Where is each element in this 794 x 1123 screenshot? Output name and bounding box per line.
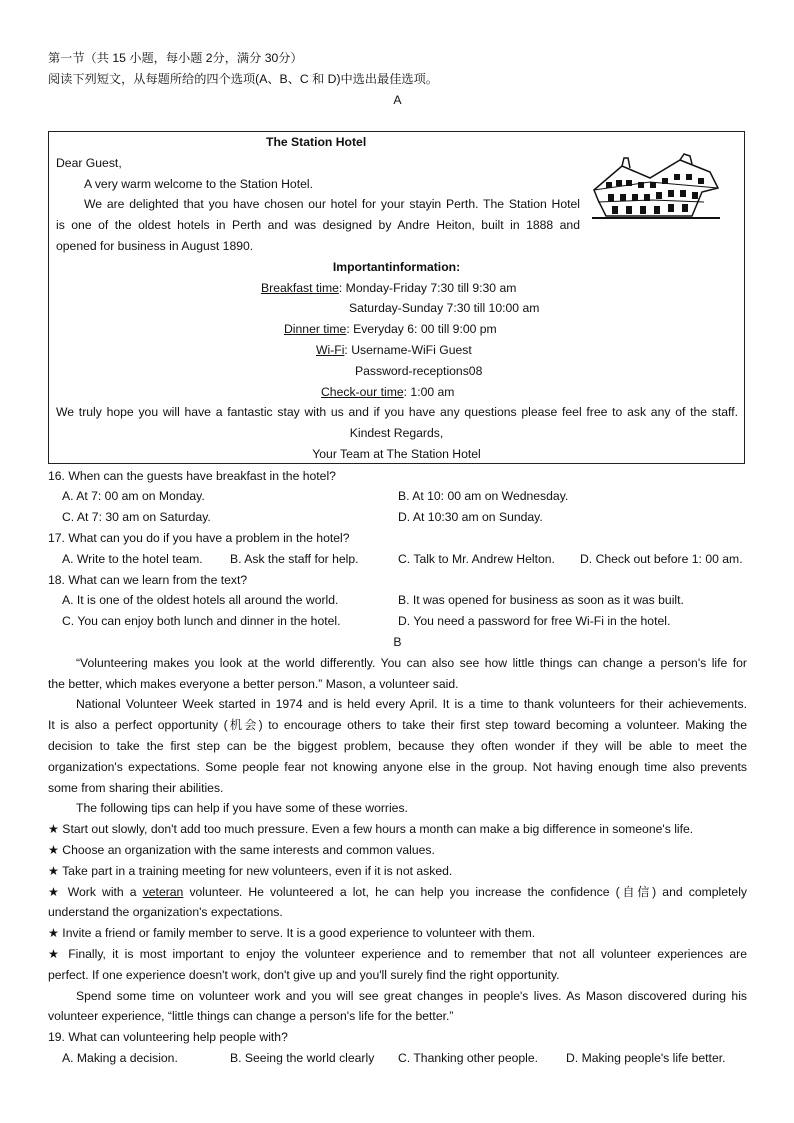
info-heading: Importantinformation: — [332, 260, 461, 274]
letter-intro-line-1: We are delighted that you have chosen our hotel for your stayin Perth. The Station Hotel — [84, 197, 580, 211]
q19-option-d: D. Making people's life better. — [566, 1051, 726, 1065]
q17-option-a: A. Write to the hotel team. — [62, 552, 203, 566]
wifi-row — [316, 342, 472, 358]
passage-b-label: B — [393, 635, 402, 649]
tip-4-prefix: ★ Work with a — [48, 885, 143, 899]
wifi-label: Wi-Fi — [316, 343, 345, 357]
hotel-building-image — [592, 152, 720, 222]
question-16-stem: 16. When can the guests have breakfast in the hotel? — [48, 469, 336, 483]
q17-option-d: D. Check out before 1: 00 am. — [580, 552, 743, 566]
passage-b-p3: The following tips can help if you have some of these worries. — [76, 801, 408, 815]
question-18-stem: 18. What can we learn from the text? — [48, 573, 248, 587]
dinner-label: Dinner time — [284, 322, 347, 336]
tip-4-line-2: understand the organization's expectations. — [48, 905, 283, 919]
letter-greeting: Dear Guest, — [56, 156, 122, 170]
passage-b-p4-line-1: Spend some time on volunteer work and you will see great changes in people's lives. As Mason discovered during his — [76, 989, 747, 1003]
dinner-row — [284, 321, 497, 337]
q19-option-a: A. Making a decision. — [62, 1051, 178, 1065]
breakfast-label: Breakfast time — [261, 281, 339, 295]
tip-2: ★ Choose an organization with the same interests and common values. — [48, 843, 435, 857]
hotel-letter-title: The Station Hotel — [266, 135, 367, 149]
letter-intro-line-3: opened for business in August 1890. — [56, 239, 254, 253]
breakfast-row — [261, 280, 516, 296]
dinner-value: : Everyday 6: 00 till 9:00 pm — [346, 322, 497, 336]
passage-b-p2-line-4: organization's expectations. Some people fear not knowing anyone else in the group. Not having enough time also prevents — [48, 760, 747, 774]
q16-option-b: B. At 10: 00 am on Wednesday. — [398, 489, 569, 503]
letter-welcome: A very warm welcome to the Station Hotel. — [84, 177, 313, 191]
q19-option-c: C. Thanking other people. — [398, 1051, 539, 1065]
q16-option-a: A. At 7: 00 am on Monday. — [62, 489, 205, 503]
letter-signature: Your Team at The Station Hotel — [312, 447, 481, 461]
question-17-stem: 17. What can you do if you have a problem in the hotel? — [48, 531, 350, 545]
passage-a-label: A — [393, 93, 402, 107]
wifi-username: : Username-WiFi Guest — [344, 343, 472, 357]
checkout-value: : 1:00 am — [403, 385, 455, 399]
passage-b-p4-line-2: volunteer experience, “little things can change a person's life for the better.” — [48, 1009, 454, 1023]
tip-5: ★ Invite a friend or family member to serve. It is a good experience to volunteer with them. — [48, 926, 536, 940]
question-19-stem: 19. What can volunteering help people with? — [48, 1030, 288, 1044]
tip-3: ★ Take part in a training meeting for new volunteers, even if it is not asked. — [48, 864, 453, 878]
checkout-label: Check-our time — [321, 385, 404, 399]
passage-b-p2-line-2: It is also a perfect opportunity (机会) to encourage others to take their first step toward becoming a volunteer. Making the — [48, 718, 747, 732]
tip-4-line-1 — [48, 884, 747, 900]
passage-b-p2-line-3: decision to take the first step can be the biggest problem, because they often wonder if they will be able to meet the — [48, 739, 747, 753]
passage-b-p1-line-1: “Volunteering makes you look at the world differently. You can also see how little things can change a person's life for — [76, 656, 747, 670]
tip-1: ★ Start out slowly, don't add too much pressure. Even a few hours a month can make a big difference in someone's life. — [48, 822, 694, 836]
tip-4-suffix: volunteer. He volunteered a lot, he can help you increase the confidence (自信) and completely — [183, 885, 747, 899]
q19-option-b: B. Seeing the world clearly — [230, 1051, 375, 1065]
q17-option-b: B. Ask the staff for help. — [230, 552, 359, 566]
q18-option-c: C. You can enjoy both lunch and dinner in the hotel. — [62, 614, 341, 628]
breakfast-weekend: Saturday-Sunday 7:30 till 10:00 am — [349, 301, 540, 315]
tip-6-line-1: ★ Finally, it is most important to enjoy the volunteer experience and to remember that not all volunteer experiences are — [48, 947, 747, 961]
q18-option-d: D. You need a password for free Wi-Fi in the hotel. — [398, 614, 671, 628]
q18-option-b: B. It was opened for business as soon as it was built. — [398, 593, 684, 607]
letter-intro-line-2: is one of the oldest hotels in Perth and was designed by Andre Heiton, built in 1888 and — [56, 218, 580, 232]
q16-option-c: C. At 7: 30 am on Saturday. — [62, 510, 211, 524]
tip-6-line-2: perfect. If one experience doesn't work, don't give up and you'll surely find the right opportunity. — [48, 968, 560, 982]
veteran-word: veteran — [142, 885, 184, 899]
q17-option-c: C. Talk to Mr. Andrew Helton. — [398, 552, 555, 566]
passage-b-p1-line-2: the better, which makes everyone a better person.” Mason, a volunteer said. — [48, 677, 459, 691]
breakfast-weekday: : Monday-Friday 7:30 till 9:30 am — [338, 281, 517, 295]
letter-regards: Kindest Regards, — [349, 426, 444, 440]
section-heading: 第一节（共 15 小题，每小题 2分，满分 30分） — [48, 51, 303, 65]
letter-closing-line: We truly hope you will have a fantastic stay with us and if you have any questions please feel free to ask any of the staff. — [56, 405, 738, 419]
q18-option-a: A. It is one of the oldest hotels all around the world. — [62, 593, 339, 607]
wifi-password: Password-receptions08 — [355, 364, 483, 378]
checkout-row — [321, 384, 454, 400]
q16-option-d: D. At 10:30 am on Sunday. — [398, 510, 543, 524]
instruction-text: 阅读下列短文，从每题所给的四个选项(A、B、C 和 D)中选出最佳选项。 — [48, 72, 438, 86]
passage-b-p2-line-5: some from sharing their abilities. — [48, 781, 224, 795]
passage-b-p2-line-1: National Volunteer Week started in 1974 and is held every April. It is a time to thank volunteers for their achievements. — [76, 697, 747, 711]
